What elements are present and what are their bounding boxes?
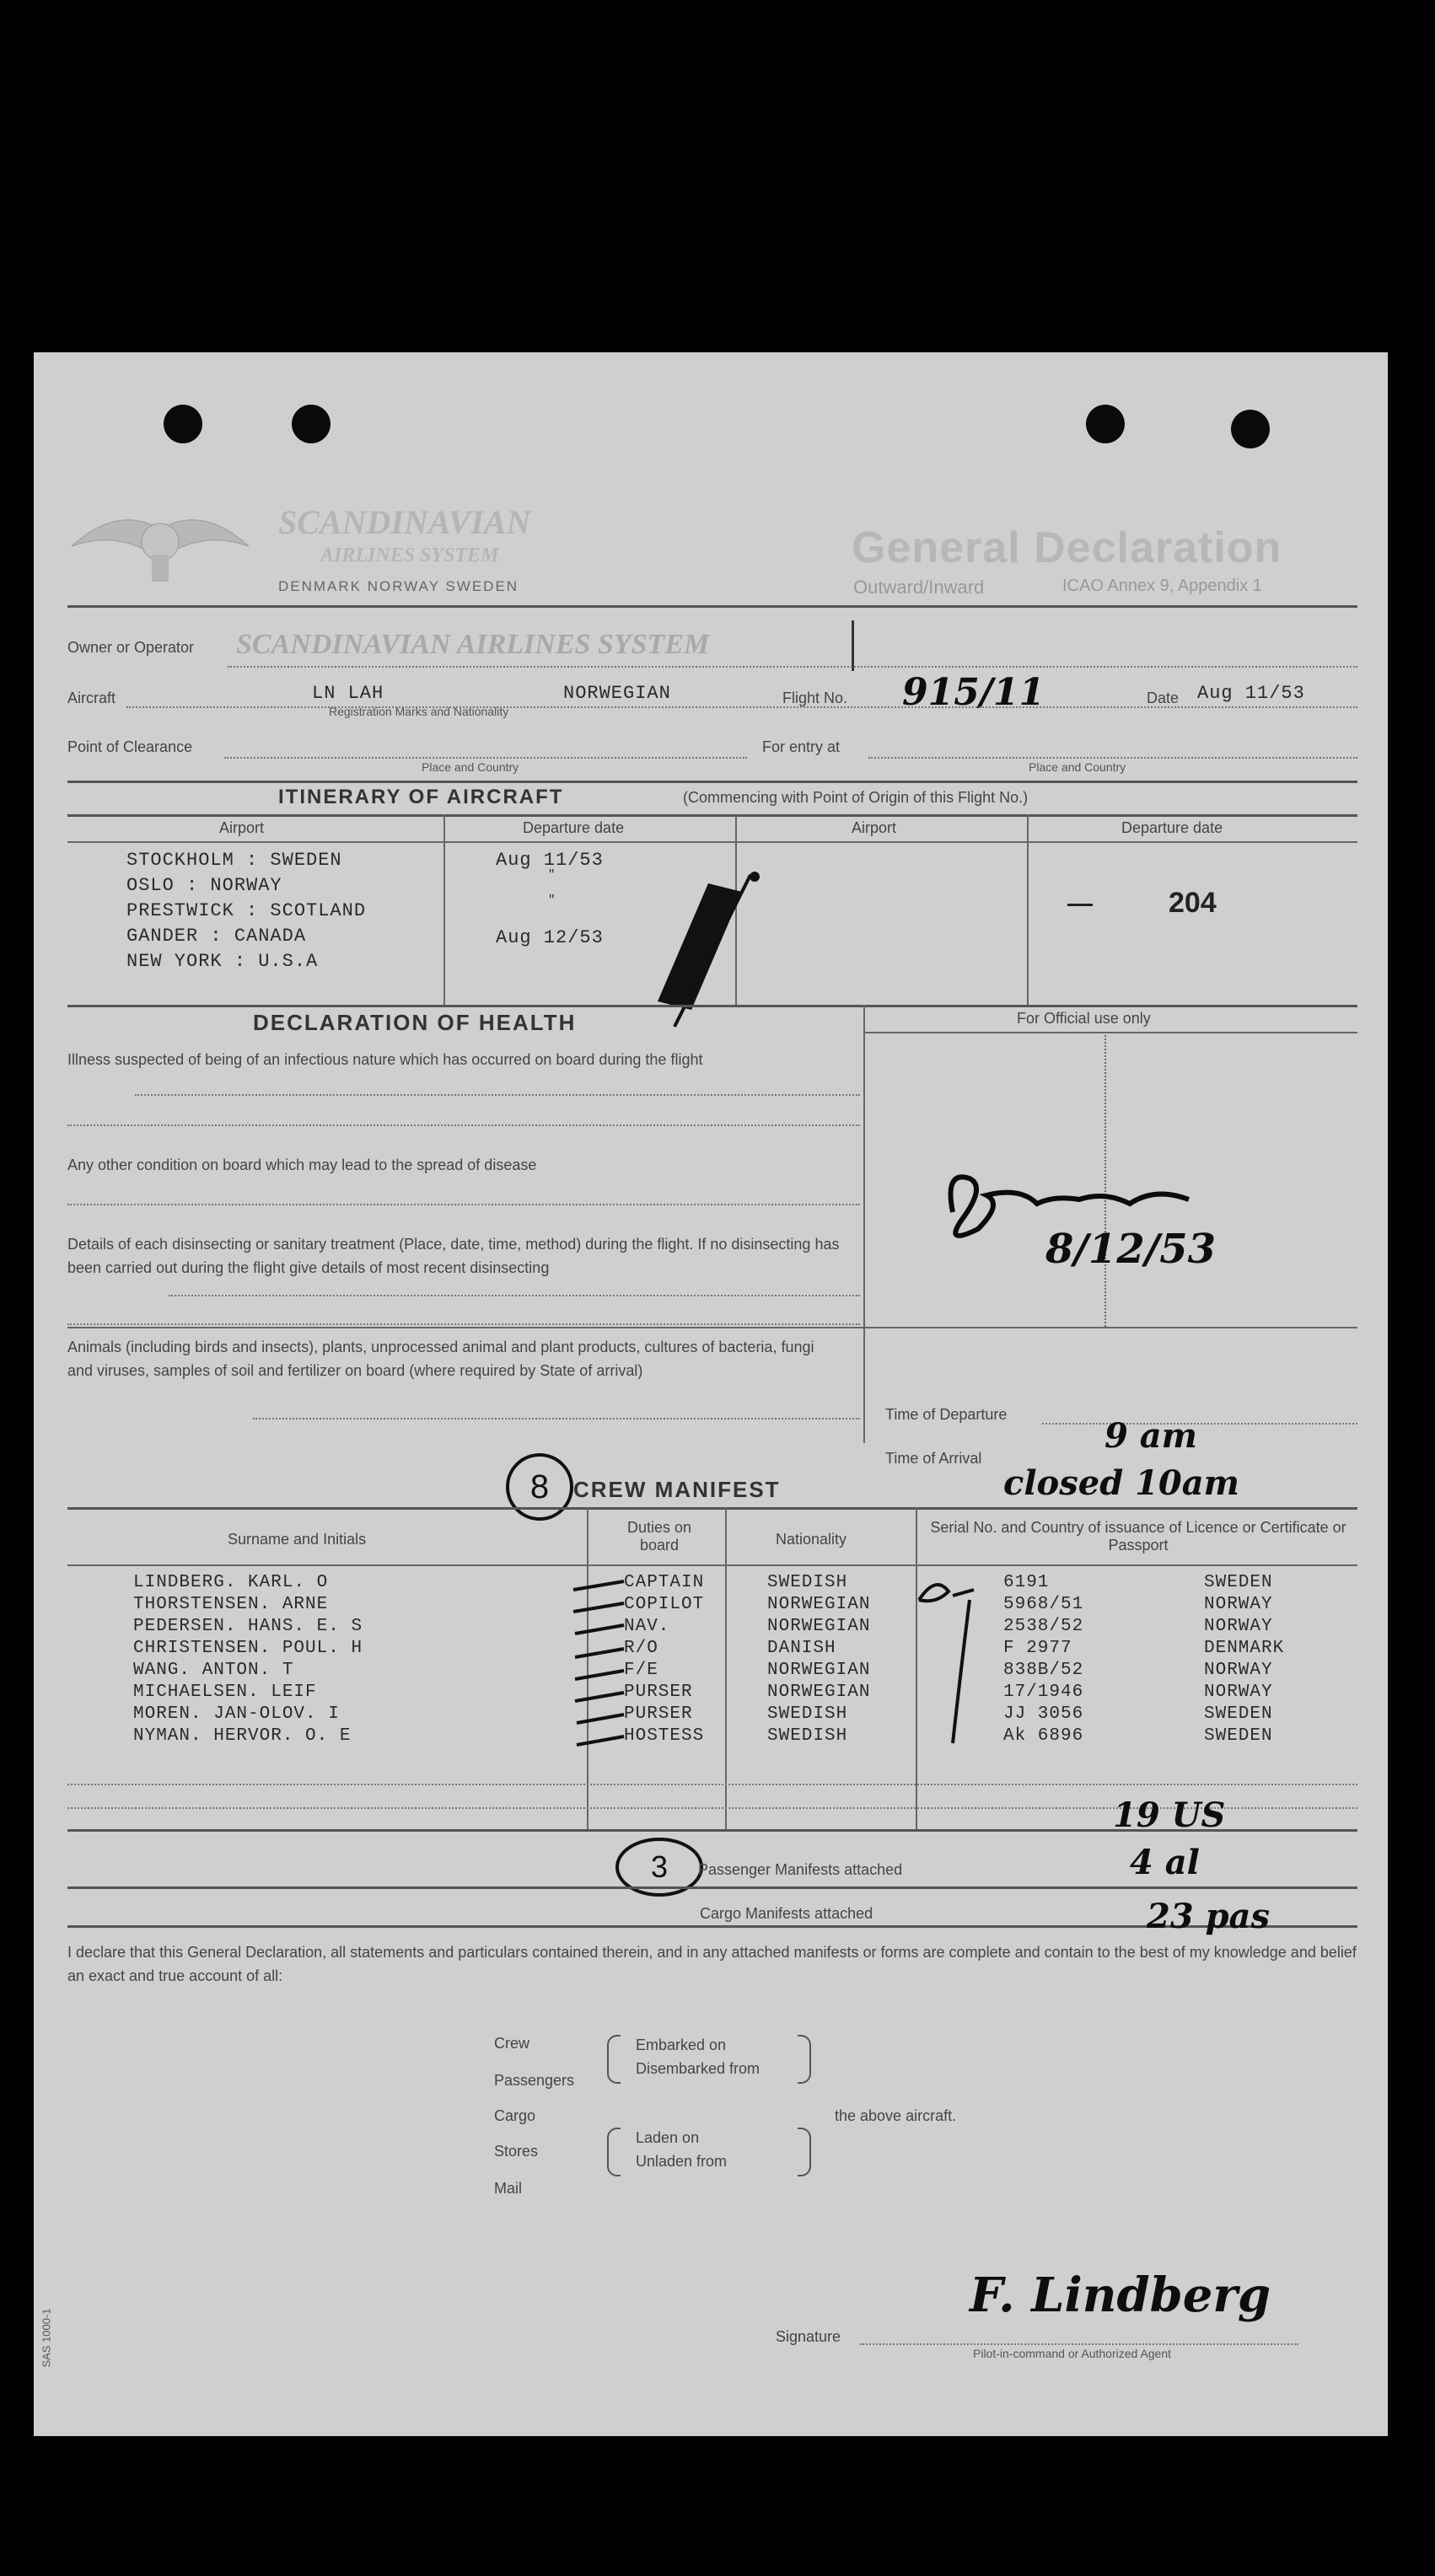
- punch-hole: [1086, 405, 1125, 443]
- crew-issuing-country: NORWAY: [1204, 1617, 1273, 1636]
- crew-serial: 5968/51: [1003, 1595, 1084, 1614]
- crew-name: WANG. ANTON. T: [133, 1661, 294, 1680]
- time-of-arrival-label: Time of Arrival: [885, 1450, 982, 1467]
- flight-label: Flight No.: [782, 690, 848, 706]
- form-code: SAS 1000-1: [40, 2308, 53, 2368]
- entry-label: For entry at: [762, 738, 841, 755]
- crew-name: THORSTENSEN. ARNE: [133, 1595, 329, 1614]
- crew-name: NYMAN. HERVOR. O. E: [133, 1726, 352, 1746]
- crew-duty: PURSER: [624, 1704, 693, 1724]
- declaration-text: I declare that this General Declaration, all statements and particulars contained therein, and in any attached manifests or forms are complete and contain to the best of my knowledge and belief an exact and true account of all:: [67, 1944, 1357, 1984]
- crew-nationality: SWEDISH: [767, 1726, 848, 1746]
- health-question-illness: Illness suspected of being of an infectious nature which has occurred on board during the flight: [67, 1051, 703, 1068]
- crew-name: MOREN. JAN-OLOV. I: [133, 1704, 340, 1724]
- declaration-tail: the above aircraft.: [835, 2107, 957, 2124]
- passenger-count-circle: 3: [615, 1838, 703, 1897]
- crew-duty: HOSTESS: [624, 1726, 705, 1746]
- form-subtitle: Outward/Inward: [853, 577, 985, 598]
- crew-serial: Ak 6896: [1003, 1726, 1084, 1746]
- itinerary-airport: NEW YORK : U.S.A: [126, 951, 319, 972]
- crew-name: LINDBERG. KARL. O: [133, 1573, 329, 1592]
- punch-hole: [292, 405, 331, 443]
- owner-label: Owner or Operator: [67, 639, 195, 656]
- crew-issuing-country: NORWAY: [1204, 1682, 1273, 1702]
- itinerary-airport: OSLO : NORWAY: [126, 875, 282, 896]
- aircraft-nationality: NORWEGIAN: [563, 683, 671, 704]
- crew-serial: 6191: [1003, 1573, 1050, 1592]
- itinerary-airport: STOCKHOLM : SWEDEN: [126, 850, 342, 871]
- official-date: 8/12/53: [1045, 1226, 1217, 1273]
- crew-issuing-country: NORWAY: [1204, 1661, 1273, 1680]
- itinerary-date: Aug 11/53: [496, 850, 604, 871]
- health-question-condition: Any other condition on board which may lead to the spread of disease: [67, 1157, 537, 1173]
- passenger-manifests-label: Passenger Manifests attached: [698, 1861, 903, 1878]
- col-airport: Airport: [219, 819, 265, 836]
- disembarked-label: Disembarked from: [636, 2060, 760, 2077]
- aircraft-label: Aircraft: [67, 690, 116, 706]
- declaration-item: Stores: [494, 2143, 539, 2160]
- signature-label: Signature: [776, 2328, 841, 2345]
- signature-caption: Pilot-in-command or Authorized Agent: [973, 2347, 1172, 2360]
- crew-duty: PURSER: [624, 1682, 693, 1702]
- crew-issuing-country: DENMARK: [1204, 1639, 1285, 1658]
- airline-emblem-icon: [67, 496, 253, 588]
- icao-annex: ICAO Annex 9, Appendix 1: [1062, 577, 1262, 595]
- manifest-note-3: 23 pas: [1147, 1897, 1270, 1936]
- crew-nationality: NORWEGIAN: [767, 1682, 871, 1702]
- flight-number: 915/11: [902, 671, 1045, 714]
- diagonal-stamp-mark: [624, 850, 793, 1035]
- date-label: Date: [1147, 690, 1180, 706]
- aircraft-marks: LN LAH: [312, 683, 384, 704]
- date-value: Aug 11/53: [1197, 683, 1305, 704]
- laden-label: Laden on: [636, 2129, 700, 2146]
- crew-serial: 17/1946: [1003, 1682, 1084, 1702]
- official-use-title: For Official use only: [1017, 1010, 1151, 1027]
- crew-name: CHRISTENSEN. POUL. H: [133, 1639, 363, 1658]
- punch-hole: [1231, 410, 1270, 448]
- crew-duty: CAPTAIN: [624, 1573, 705, 1592]
- health-title: DECLARATION OF HEALTH: [253, 1010, 577, 1035]
- itinerary-airport: PRESTWICK : SCOTLAND: [126, 900, 367, 921]
- declaration-item: Cargo: [494, 2107, 536, 2124]
- health-question-animals: Animals (including birds and insects), plants, unprocessed animal and plant products, cultures of bacteria, fungi and viruses, samples of soil and fertilizer on board (where required by State of arrival): [67, 1339, 814, 1379]
- col-departure-date: Departure date: [1121, 819, 1223, 836]
- time-of-departure-label: Time of Departure: [885, 1406, 1008, 1423]
- manifest-note-1: 19 US: [1113, 1795, 1226, 1835]
- crew-serial-marks: [902, 1566, 1003, 1768]
- declaration-item: Passengers: [494, 2072, 575, 2089]
- itinerary-date: Aug 12/53: [496, 927, 604, 948]
- pilot-signature: F. Lindberg: [970, 2267, 1271, 2323]
- crew-serial: F 2977: [1003, 1639, 1072, 1658]
- crew-name: PEDERSEN. HANS. E. S: [133, 1617, 363, 1636]
- itinerary-date: ": [548, 868, 556, 882]
- airline-countries: DENMARK NORWAY SWEDEN: [278, 578, 519, 594]
- airline-logo-subtext: AIRLINES SYSTEM: [320, 545, 499, 566]
- crew-serial: JJ 3056: [1003, 1704, 1084, 1724]
- declaration-item: Mail: [494, 2180, 523, 2197]
- crew-duty: NAV.: [624, 1617, 670, 1636]
- crew-serial: 838B/52: [1003, 1661, 1084, 1680]
- owner-value: SCANDINAVIAN AIRLINES SYSTEM: [236, 629, 710, 660]
- crew-check-marks: [565, 1564, 632, 1767]
- crew-manifest-title: CREW MANIFEST: [573, 1477, 781, 1502]
- crew-duty: F/E: [624, 1661, 658, 1680]
- clearance-label: Point of Clearance: [67, 738, 193, 755]
- dash-mark: [1067, 904, 1093, 906]
- health-question-disinsecting: Details of each disinsecting or sanitary treatment (Place, date, time, method) during the flight. If no disinsecting has been carried out during the flight give details of most recent disinsecting: [67, 1236, 840, 1276]
- crew-nationality: SWEDISH: [767, 1704, 848, 1724]
- arrival-time-hand: 9 am: [1104, 1416, 1197, 1456]
- itinerary-subtitle: (Commencing with Point of Origin of this Flight No.): [683, 789, 1029, 806]
- cargo-manifests-label: Cargo Manifests attached: [700, 1905, 873, 1922]
- punch-hole: [164, 405, 202, 443]
- crew-nationality: NORWEGIAN: [767, 1661, 871, 1680]
- itinerary-airport: GANDER : CANADA: [126, 926, 307, 947]
- crew-count-circle: 8: [506, 1453, 573, 1521]
- place-caption: Place and Country: [1029, 760, 1126, 774]
- crew-issuing-country: SWEDEN: [1204, 1573, 1273, 1592]
- crew-issuing-country: NORWAY: [1204, 1595, 1273, 1614]
- embarked-label: Embarked on: [636, 2037, 727, 2053]
- declaration-form: [34, 352, 1388, 2436]
- registration-caption: Registration Marks and Nationality: [329, 705, 509, 718]
- crew-nationality: NORWEGIAN: [767, 1595, 871, 1614]
- crew-issuing-country: SWEDEN: [1204, 1726, 1273, 1746]
- crew-issuing-country: SWEDEN: [1204, 1704, 1273, 1724]
- crew-duty: COPILOT: [624, 1595, 705, 1614]
- place-caption: Place and Country: [422, 760, 519, 774]
- col-airport: Airport: [852, 819, 897, 836]
- stamp-number: 204: [1169, 887, 1217, 919]
- crew-nationality: DANISH: [767, 1639, 836, 1658]
- crew-nationality: SWEDISH: [767, 1573, 848, 1592]
- col-nationality: Nationality: [776, 1531, 847, 1548]
- col-serial: Serial No. and Country of issuance of Licence or Certificate or Passport: [930, 1519, 1346, 1554]
- col-duties: Duties on board: [626, 1519, 692, 1554]
- unladen-label: Unladen from: [636, 2153, 728, 2170]
- airline-logo-text: SCANDINAVIAN: [278, 503, 531, 541]
- crew-nationality: NORWEGIAN: [767, 1617, 871, 1636]
- crew-serial: 2538/52: [1003, 1617, 1084, 1636]
- closed-time-hand: closed 10am: [1003, 1463, 1239, 1503]
- declaration-item: Crew: [494, 2035, 530, 2052]
- manifest-note-2: 4 al: [1130, 1843, 1200, 1882]
- itinerary-date: ": [548, 894, 556, 907]
- itinerary-title: ITINERARY OF AIRCRAFT: [278, 786, 564, 808]
- crew-name: MICHAELSEN. LEIF: [133, 1682, 317, 1702]
- col-surname: Surname and Initials: [228, 1531, 367, 1548]
- crew-duty: R/O: [624, 1639, 658, 1658]
- col-departure-date: Departure date: [523, 819, 625, 836]
- form-title: General Declaration: [852, 523, 1282, 572]
